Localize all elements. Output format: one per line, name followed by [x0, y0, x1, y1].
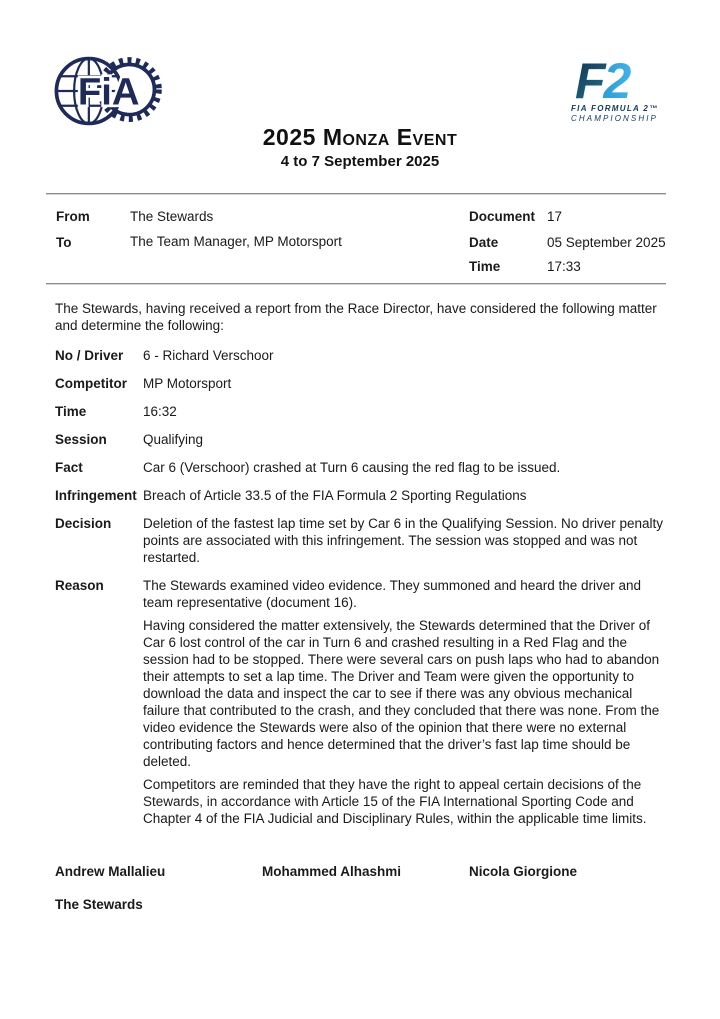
signature-name: Andrew Mallalieu: [55, 864, 166, 879]
svg-text:F2: [575, 56, 632, 109]
f2-logo-subtitle-2: CHAMPIONSHIP: [571, 114, 658, 123]
f2-logo-subtitle-1: FIA FORMULA 2™: [571, 104, 659, 113]
field-label: Fact: [55, 460, 83, 475]
f2-logo-letter-2: 2: [603, 56, 630, 109]
field-label: No / Driver: [55, 348, 124, 363]
field-label: Session: [55, 432, 107, 447]
fia-logo-text: FiA: [77, 70, 140, 114]
date-label: Date: [469, 235, 499, 250]
field-value: Deletion of the fastest lap time set by Car 6 in the Qualifying Session. No driver penalty points are associated with this infringement. The session was stopped and was not restarted.: [143, 516, 664, 565]
decision-body: [55, 300, 669, 913]
f2-logo-icon: [561, 56, 677, 124]
reason-paragraph: Having considered the matter extensively, the Stewards determined that the Driver of Car 6 lost control of the car in Turn 6 and crashed resulting in a Red Flag and the session had to be stopped. There were several cars on push laps who had to abandon their attempts to set a lap time. The Driver and Team were given the opportunity to download the data and inspect the car to see if there was any obvious mechanical failure that contributed to the crash, and they concluded that there was none. From the video evidence the Stewards were also of the opinion that there were no external contributing factors and hence determined that the driver’s fast lap time should be deleted.: [143, 618, 660, 769]
from-value: The Stewards: [130, 209, 214, 224]
from-label: From: [56, 209, 90, 224]
divider-top: [46, 193, 666, 195]
field-row-session: [55, 431, 669, 448]
to-label: To: [56, 235, 72, 250]
field-label: Reason: [55, 578, 104, 593]
field-label: Infringement: [55, 488, 137, 503]
field-row-infringement: [55, 487, 669, 504]
closing-signature: The Stewards: [55, 897, 143, 912]
document-value: 17: [547, 209, 563, 224]
date-value: 05 September 2025: [547, 235, 666, 250]
page-title: 2025 Monza Event: [262, 124, 458, 150]
time-label: Time: [469, 259, 501, 274]
field-value: Breach of Article 33.5 of the FIA Formula 2 Sporting Regulations: [143, 488, 527, 503]
field-row-fact: [55, 459, 669, 476]
field-label: Competitor: [55, 376, 127, 391]
reason-paragraph: Competitors are reminded that they have the right to appeal certain decisions of the Stewards, in accordance with Article 15 of the FIA International Sporting Code and Chapter 4 of the FIA Judicial and Disciplinary Rules, within the applicable time limits.: [143, 777, 647, 826]
field-row-decision: [55, 515, 669, 566]
field-value: MP Motorsport: [143, 376, 232, 391]
signature-name: Mohammed Alhashmi: [262, 864, 402, 879]
field-value: 16:32: [143, 404, 177, 419]
f2-logo: [561, 56, 677, 124]
divider-middle: [46, 283, 666, 285]
to-value: The Team Manager, MP Motorsport: [130, 234, 342, 249]
field-row-reason: [55, 577, 669, 827]
document-label: Document: [469, 209, 536, 224]
field-value: Qualifying: [143, 432, 204, 447]
field-value: Car 6 (Verschoor) crashed at Turn 6 causing the red flag to be issued.: [143, 460, 561, 475]
time-value: 17:33: [547, 259, 581, 274]
f2-logo-letter-f: F: [575, 56, 604, 109]
field-label: Decision: [55, 516, 112, 531]
intro-paragraph: The Stewards, having received a report from the Race Director, have considered the following matter and determine the following:: [55, 301, 657, 333]
title-block: [0, 124, 720, 170]
field-row-competitor: [55, 375, 669, 392]
reason-paragraph: The Stewards examined video evidence. They summoned and heard the driver and team representative (document 16).: [143, 578, 642, 610]
fia-logo-icon: [52, 53, 164, 129]
field-row-time: [55, 403, 669, 420]
page-subtitle: 4 to 7 September 2025: [280, 153, 440, 170]
field-row-driver: [55, 347, 669, 364]
fia-logo: [52, 53, 164, 129]
signatures-row: [55, 863, 669, 880]
reason-paragraphs: [143, 577, 669, 827]
field-label: Time: [55, 404, 87, 419]
field-value: 6 - Richard Verschoor: [143, 348, 274, 363]
signature-name: Nicola Giorgione: [469, 864, 578, 879]
